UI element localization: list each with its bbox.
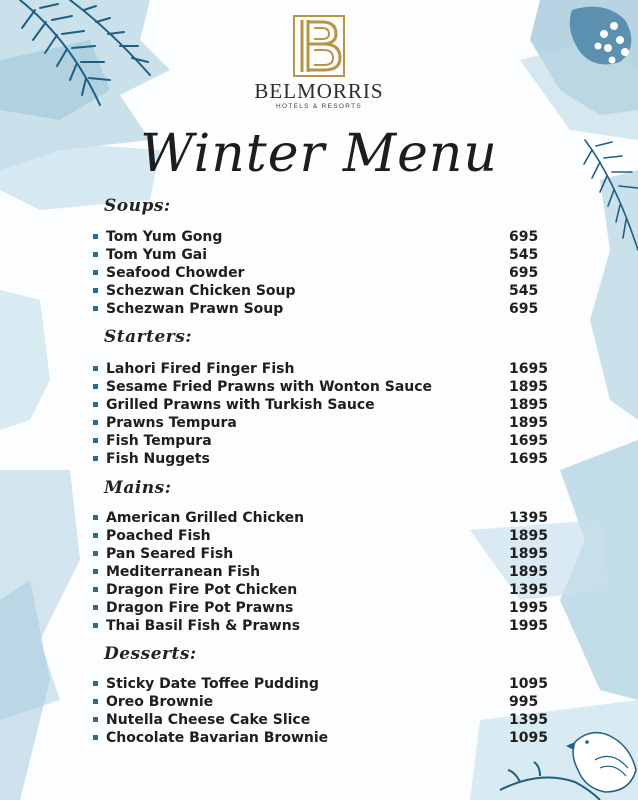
menu-item — [93, 414, 548, 432]
section-heading-starters: Starters: — [104, 327, 193, 347]
item-name: Grilled Prawns with Turkish Sauce — [106, 397, 375, 413]
item-name: Poached Fish — [106, 528, 211, 544]
item-price: 695 — [509, 229, 539, 245]
menu-item — [93, 378, 548, 396]
item-name: Seafood Chowder — [106, 265, 245, 281]
menu-item — [93, 432, 548, 450]
bullet-icon — [93, 623, 98, 628]
section-heading-mains: Mains: — [104, 478, 172, 498]
item-name: Mediterranean Fish — [106, 564, 261, 580]
belmorris-logo-mark — [292, 14, 346, 78]
menu-item — [93, 581, 548, 599]
item-name: Lahori Fired Finger Fish — [106, 361, 295, 377]
menu-item — [93, 599, 548, 617]
menu-item — [93, 563, 548, 581]
item-price: 1095 — [509, 730, 548, 746]
item-name: Sticky Date Toffee Pudding — [106, 676, 319, 692]
item-name: Prawns Tempura — [106, 415, 237, 431]
item-name: Sesame Fried Prawns with Wonton Sauce — [106, 379, 433, 395]
section-heading-desserts: Desserts: — [104, 644, 197, 664]
bullet-icon — [93, 402, 98, 407]
bullet-icon — [93, 456, 98, 461]
item-price: 545 — [509, 247, 539, 263]
item-price: 695 — [509, 301, 539, 317]
menu-item — [93, 246, 545, 264]
item-price: 1395 — [509, 712, 548, 728]
item-name: Tom Yum Gong — [106, 229, 223, 245]
section-heading-soups: Soups: — [104, 196, 171, 216]
item-name: Chocolate Bavarian Brownie — [106, 730, 329, 746]
item-price: 995 — [509, 694, 539, 710]
item-price: 1895 — [509, 379, 548, 395]
menu-item — [93, 282, 545, 300]
menu-item — [93, 675, 548, 693]
menu-item — [93, 509, 548, 527]
menu-item — [93, 693, 545, 711]
item-name: Fish Nuggets — [106, 451, 210, 467]
item-price: 1395 — [509, 582, 548, 598]
item-price: 695 — [509, 265, 539, 281]
bullet-icon — [93, 420, 98, 425]
bullet-icon — [93, 306, 98, 311]
item-price: 1395 — [509, 510, 548, 526]
bullet-icon — [93, 270, 98, 275]
bullet-icon — [93, 605, 98, 610]
item-price: 1895 — [509, 564, 548, 580]
item-price: 1695 — [509, 433, 548, 449]
menu-item — [93, 617, 548, 635]
item-price: 1895 — [509, 397, 548, 413]
brand-tagline: HOTELS & RESORTS — [275, 103, 363, 110]
menu-item — [93, 360, 548, 378]
item-name: Oreo Brownie — [106, 694, 214, 710]
bullet-icon — [93, 681, 98, 686]
bullet-icon — [93, 384, 98, 389]
item-price: 1995 — [509, 600, 548, 616]
menu-item — [93, 228, 545, 246]
item-name: American Grilled Chicken — [106, 510, 305, 526]
item-name: Nutella Cheese Cake Slice — [106, 712, 311, 728]
item-name: Dragon Fire Pot Prawns — [106, 600, 294, 616]
menu-item — [93, 300, 545, 318]
menu-item — [93, 711, 548, 729]
item-price: 1895 — [509, 546, 548, 562]
bullet-icon — [93, 366, 98, 371]
item-price: 1895 — [509, 415, 548, 431]
bullet-icon — [93, 515, 98, 520]
item-price: 1095 — [509, 676, 548, 692]
bullet-icon — [93, 717, 98, 722]
bullet-icon — [93, 288, 98, 293]
brand-name: BELMORRIS — [254, 79, 384, 103]
bullet-icon — [93, 699, 98, 704]
bullet-icon — [93, 234, 98, 239]
bullet-icon — [93, 587, 98, 592]
menu-item — [93, 527, 548, 545]
item-price: 1995 — [509, 618, 548, 634]
item-name: Thai Basil Fish & Prawns — [106, 618, 301, 634]
item-name: Fish Tempura — [106, 433, 212, 449]
item-name: Pan Seared Fish — [106, 546, 234, 562]
bullet-icon — [93, 551, 98, 556]
brand-logo — [0, 14, 638, 110]
item-price: 545 — [509, 283, 539, 299]
bullet-icon — [93, 735, 98, 740]
menu-item — [93, 396, 548, 414]
bullet-icon — [93, 569, 98, 574]
item-name: Schezwan Chicken Soup — [106, 283, 296, 299]
item-price: 1695 — [509, 451, 548, 467]
item-name: Tom Yum Gai — [106, 247, 208, 263]
bullet-icon — [93, 438, 98, 443]
menu-item — [93, 264, 545, 282]
bullet-icon — [93, 252, 98, 257]
bullet-icon — [93, 533, 98, 538]
item-name: Schezwan Prawn Soup — [106, 301, 284, 317]
menu-item — [93, 545, 548, 563]
menu-item — [93, 450, 548, 468]
item-price: 1695 — [509, 361, 548, 377]
item-price: 1895 — [509, 528, 548, 544]
menu-item — [93, 729, 548, 747]
item-name: Dragon Fire Pot Chicken — [106, 582, 298, 598]
menu-title: Winter Menu — [140, 124, 498, 184]
